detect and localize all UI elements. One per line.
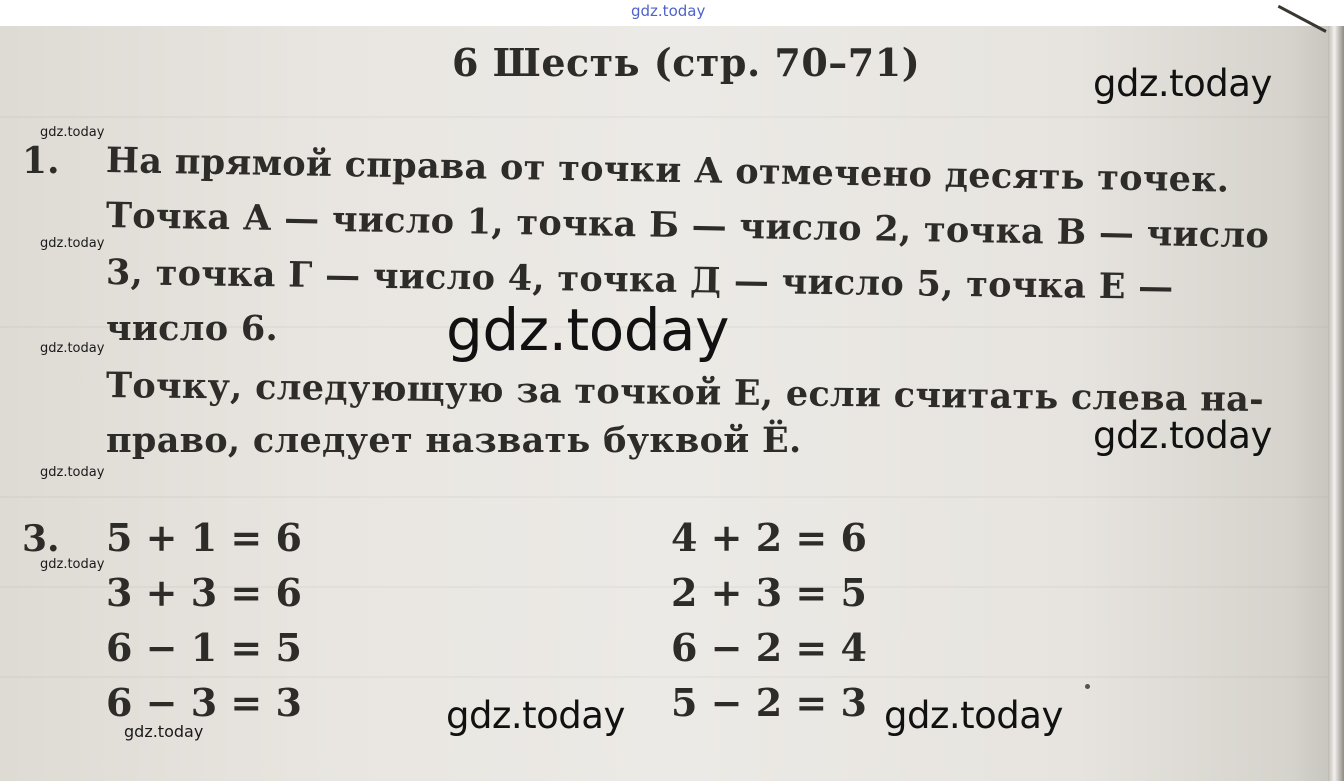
bleed-through-line xyxy=(0,676,1344,678)
print-speck xyxy=(1085,684,1090,689)
equation: 5 − 2 = 3 xyxy=(671,680,867,725)
watermark-top: gdz.today xyxy=(631,2,706,20)
task-1-line: число 6. xyxy=(106,308,279,349)
equation: 4 + 2 = 6 xyxy=(671,515,867,560)
watermark-small: gdz.today xyxy=(40,125,105,140)
task-1-line: право, следует назвать буквой Ё. xyxy=(106,420,802,461)
watermark-small: gdz.today xyxy=(124,722,204,741)
bleed-through-line xyxy=(0,496,1344,498)
bleed-through-line xyxy=(0,116,1344,118)
watermark: gdz.today xyxy=(1093,414,1272,457)
watermark: gdz.today xyxy=(884,694,1063,737)
watermark-small: gdz.today xyxy=(40,557,105,572)
task-1-line: Точка А — число 1, точка Б — число 2, точка В — число xyxy=(105,195,1270,257)
equation: 5 + 1 = 6 xyxy=(106,515,302,560)
watermark: gdz.today xyxy=(446,694,625,737)
task-1-line: Точку, следующую за точкой Е, если считать слева на- xyxy=(105,365,1265,421)
task-1-number: 1. xyxy=(22,140,60,182)
watermark-small: gdz.today xyxy=(40,465,105,480)
book-spine-edge xyxy=(1328,26,1344,781)
watermark: gdz.today xyxy=(446,296,729,364)
equation: 3 + 3 = 6 xyxy=(106,570,302,615)
watermark-small: gdz.today xyxy=(40,236,105,251)
equation: 2 + 3 = 5 xyxy=(671,570,867,615)
task-1-line: На прямой справа от точки А отмечено десять точек. xyxy=(105,140,1230,201)
equation: 6 − 2 = 4 xyxy=(671,625,867,670)
task-3-number: 3. xyxy=(22,518,60,560)
task-1-line: 3, точка Г — число 4, точка Д — число 5, точка Е — xyxy=(105,252,1174,308)
watermark-small: gdz.today xyxy=(40,341,105,356)
equation: 6 − 3 = 3 xyxy=(106,680,302,725)
equation: 6 − 1 = 5 xyxy=(106,625,302,670)
watermark: gdz.today xyxy=(1093,62,1272,105)
page-title: 6 Шесть (стр. 70–71) xyxy=(452,40,921,85)
